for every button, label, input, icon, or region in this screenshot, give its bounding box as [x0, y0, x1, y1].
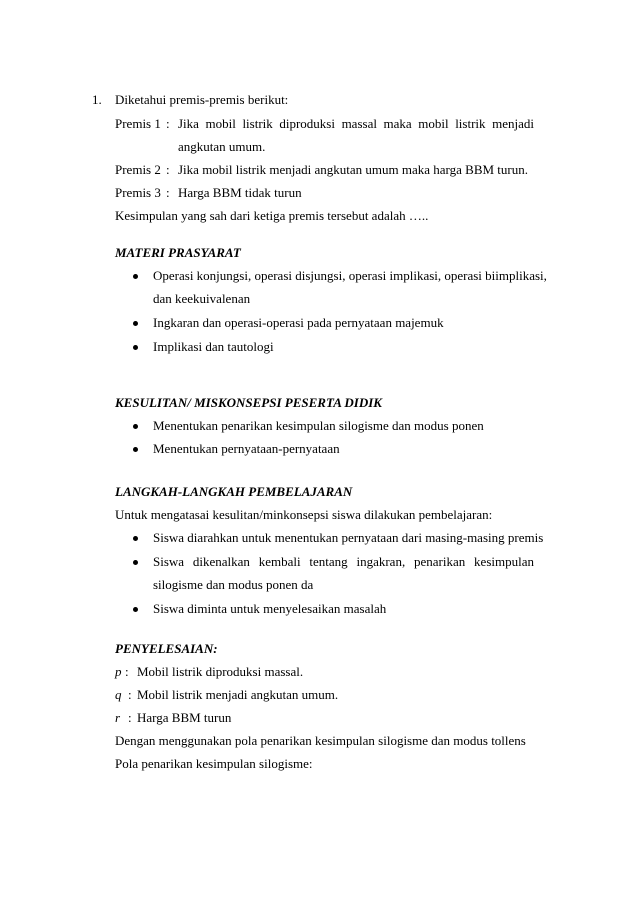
bullet-dot: [133, 321, 138, 326]
langkah-intro: Untuk mengatasai kesulitan/minkonsepsi siswa dilakukan pembelajaran:: [115, 507, 493, 522]
premise-3-label: Premis 3: [115, 185, 161, 200]
bullet-dot: [133, 607, 138, 612]
kesulitan-item-1: Menentukan penarikan kesimpulan silogisme dan modus ponen: [153, 418, 484, 433]
materi-heading: MATERI PRASYARAT: [115, 245, 241, 260]
var-r-symbol: r: [115, 710, 121, 725]
bullet-dot: [133, 345, 138, 350]
var-p-text: Mobil listrik diproduksi massal.: [137, 664, 304, 679]
langkah-item-1: Siswa diarahkan untuk menentukan pernyataan dari masing-masing premis: [153, 530, 544, 545]
premise-3-sep: :: [166, 185, 170, 200]
bullet-dot: [133, 424, 138, 429]
var-p-symbol: p: [115, 664, 122, 679]
bullet-dot: [133, 560, 138, 565]
penyelesaian-line1: Dengan menggunakan pola penarikan kesimpulan silogisme dan modus tollens: [115, 733, 526, 748]
bullet-dot: [133, 447, 138, 452]
var-r-sep: :: [128, 710, 132, 725]
langkah-item-3: Siswa diminta untuk menyelesaikan masalah: [153, 601, 387, 616]
penyelesaian-heading: PENYELESAIAN:: [115, 641, 218, 656]
penyelesaian-line2: Pola penarikan kesimpulan silogisme:: [115, 756, 313, 771]
premise-1-label: Premis 1: [115, 116, 161, 131]
problem-number: 1.: [92, 92, 102, 107]
premise-1-cont: angkutan umum.: [178, 139, 266, 154]
langkah-heading: LANGKAH-LANGKAH PEMBELAJARAN: [115, 484, 353, 499]
premise-3-text: Harga BBM tidak turun: [178, 185, 302, 200]
kesulitan-item-2: Menentukan pernyataan-pernyataan: [153, 441, 340, 456]
bullet-dot: [133, 536, 138, 541]
problem-question: Kesimpulan yang sah dari ketiga premis tersebut adalah …..: [115, 208, 429, 223]
var-q-text: Mobil listrik menjadi angkutan umum.: [137, 687, 339, 702]
var-q-sep: :: [128, 687, 132, 702]
premise-2-sep: :: [166, 162, 170, 177]
var-p-sep: :: [125, 664, 129, 679]
premise-1-text: Jika mobil listrik diproduksi massal maka mobil listrik menjadi: [178, 116, 534, 131]
premise-1-sep: :: [166, 116, 170, 131]
materi-item-2: Ingkaran dan operasi-operasi pada pernyataan majemuk: [153, 315, 444, 330]
kesulitan-heading: KESULITAN/ MISKONSEPSI PESERTA DIDIK: [115, 395, 382, 410]
langkah-item-2-line2: silogisme dan modus ponen da: [153, 577, 314, 592]
langkah-item-2-line1: Siswa dikenalkan kembali tentang ingakran, penarikan kesimpulan: [153, 554, 534, 569]
materi-item-1-line2: dan keekuivalenan: [153, 291, 251, 306]
problem-intro: Diketahui premis-premis berikut:: [115, 92, 289, 107]
materi-item-1-line1: Operasi konjungsi, operasi disjungsi, operasi implikasi, operasi biimplikasi,: [153, 268, 547, 283]
var-q-symbol: q: [115, 687, 122, 702]
materi-item-3: Implikasi dan tautologi: [153, 339, 274, 354]
bullet-dot: [133, 274, 138, 279]
premise-2-label: Premis 2: [115, 162, 161, 177]
premise-2-text: Jika mobil listrik menjadi angkutan umum maka harga BBM turun.: [178, 162, 528, 177]
var-r-text: Harga BBM turun: [137, 710, 232, 725]
